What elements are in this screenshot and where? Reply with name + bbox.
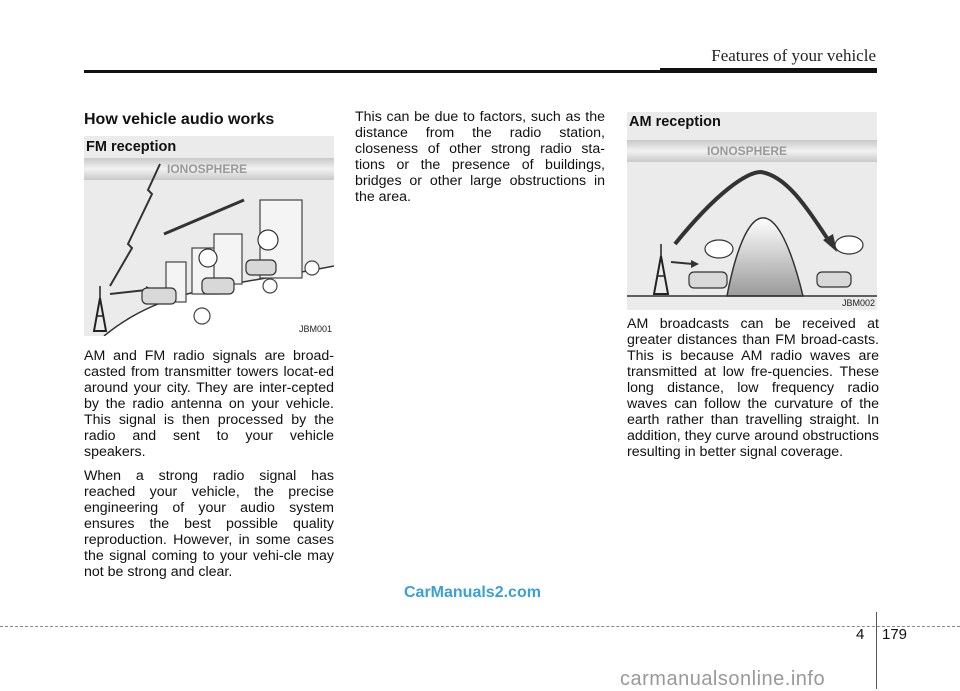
signal-icon xyxy=(705,240,733,258)
paragraph: This can be due to factors, such as the distance from the radio station, closeness of other strong radio sta-tions or the presence of buildings, bridges or other large obstructions in the area. xyxy=(355,109,605,205)
column-2-text xyxy=(355,109,605,213)
am-figure-code: JBM002 xyxy=(841,298,875,308)
site-watermark: carmanualsonline.info xyxy=(620,668,826,690)
am-ionosphere-label: IONOSPHERE xyxy=(707,144,788,158)
chapter-number: 4 xyxy=(856,626,865,643)
tree-icon xyxy=(194,308,210,324)
paragraph: AM and FM radio signals are broad-casted from transmitter towers locat-ed around your city. They are inter-cepted by the radio antenna on your vehicle. This signal is then processed by the radio and sent to your vehicle speakers. xyxy=(84,348,334,460)
fm-figure-code: JBM001 xyxy=(298,324,332,334)
column-3-text xyxy=(627,316,879,468)
fm-illustration xyxy=(84,136,334,336)
fm-ionosphere-label: IONOSPHERE xyxy=(167,162,248,176)
footer-divider xyxy=(0,626,960,627)
building xyxy=(214,234,242,284)
header-rule xyxy=(84,70,660,73)
fm-figure-label: FM reception xyxy=(86,139,177,155)
car-icon xyxy=(202,278,234,294)
am-figure-label: AM reception xyxy=(629,114,721,130)
good-signal-icon xyxy=(258,230,278,250)
am-illustration xyxy=(627,112,877,310)
car-icon xyxy=(246,260,276,275)
column-1-text xyxy=(84,348,334,588)
paragraph: When a strong radio signal has reached your vehicle, the precise engineering of your audio system ensures the best possible quality reproduction. However, in some cases the signal coming to your vehi-cle may not be strong and clear. xyxy=(84,468,334,580)
tree-icon xyxy=(305,261,319,275)
fm-reception-figure xyxy=(84,136,334,336)
car-icon xyxy=(142,288,176,304)
footer-vertical-rule xyxy=(876,612,877,689)
page-number: 179 xyxy=(882,626,908,643)
am-reception-figure xyxy=(627,112,877,310)
watermark-link[interactable]: CarManuals2.com xyxy=(404,584,541,601)
header-rule-accent xyxy=(660,68,877,73)
paragraph: AM broadcasts can be received at greater distances than FM broad-casts. This is because AM radio waves are transmitted at low fre-quencies. These long distance, low frequency radio waves can follow the curvature of the earth rather than travelling straight. In addition, they curve around obstructions resulting in better signal coverage. xyxy=(627,316,879,460)
car-icon xyxy=(689,272,727,288)
signal-icon xyxy=(835,236,863,254)
car-icon xyxy=(817,272,851,287)
header-title: Features of your vehicle xyxy=(711,46,876,65)
bad-signal-icon xyxy=(199,249,217,267)
section-heading: How vehicle audio works xyxy=(84,111,275,128)
tree-icon xyxy=(263,279,277,293)
